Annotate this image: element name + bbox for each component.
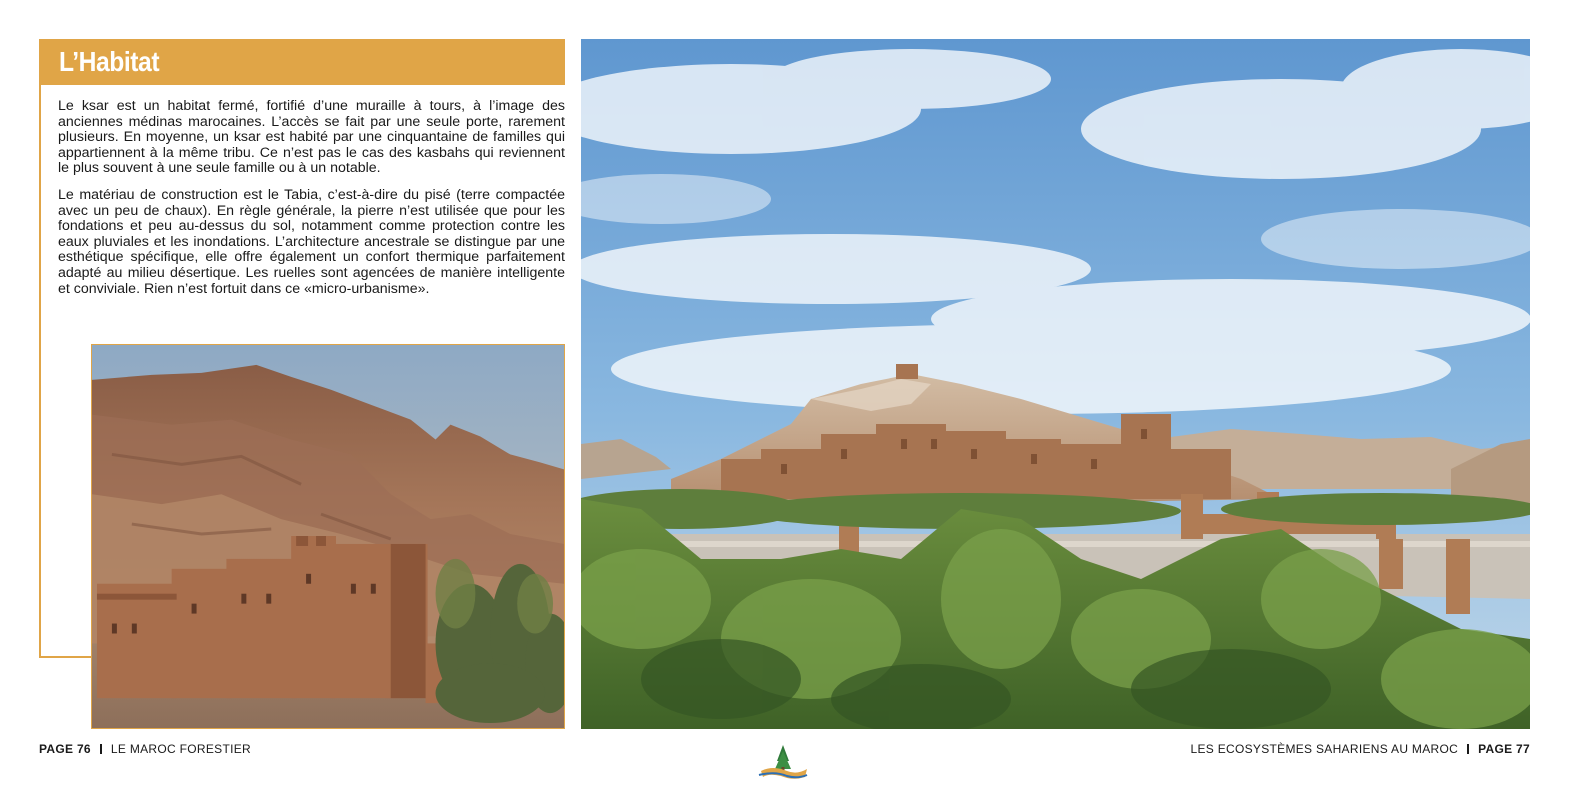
paragraph-ksar: Le ksar est un habitat fermé, fortifié d’une muraille à tours, à l’image des anciennes médinas marocaines. L’accès se fait par une seule porte, rarement plusieurs. En moyenne, un ksar est habité par une cinquantaine de familles qui appartiennent à la même tribu. Ce n’est pas le cas des kasbahs qui reviennent le plus souvent à une seule famille ou à un notable. [58, 98, 565, 177]
footer-right [1190, 742, 1530, 756]
kasbah-photo [91, 344, 565, 729]
frame-rule-horizontal [39, 656, 92, 658]
frame-rule-vertical [39, 84, 41, 658]
footer-separator [100, 744, 102, 754]
section-body [58, 99, 565, 308]
footer-separator [1467, 744, 1469, 754]
section-title-bar [39, 39, 565, 85]
ksar-photo [581, 39, 1530, 729]
paragraph-materiau: Le matériau de construction est le Tabia, c’est-à-dire du pisé (terre compactée avec un peu de chaux). En règle générale, la pierre n’est utilisée que pour les fondations et peu au-dessus du sol, notamment comme protection contre les eaux pluviales et les inondations. L’architecture ancestrale se distingue par une esthétique spécifique, elle offre également un confort thermique parfaitement adapté au milieu désertique. Les ruelles sont agencées de manière intelligente et conviviale. Rien n’est fortuit dans ce «micro-urbanisme». [58, 186, 565, 297]
footer-left [39, 742, 251, 756]
right-page-number: PAGE 77 [1478, 742, 1530, 756]
publisher-logo-icon [757, 743, 809, 781]
section-title: L’Habitat [59, 46, 160, 77]
left-running-title: LE MAROC FORESTIER [110, 742, 251, 756]
right-running-title: LES ECOSYSTÈMES SAHARIENS AU MAROC [1190, 742, 1459, 756]
left-page-number: PAGE 76 [39, 742, 91, 756]
